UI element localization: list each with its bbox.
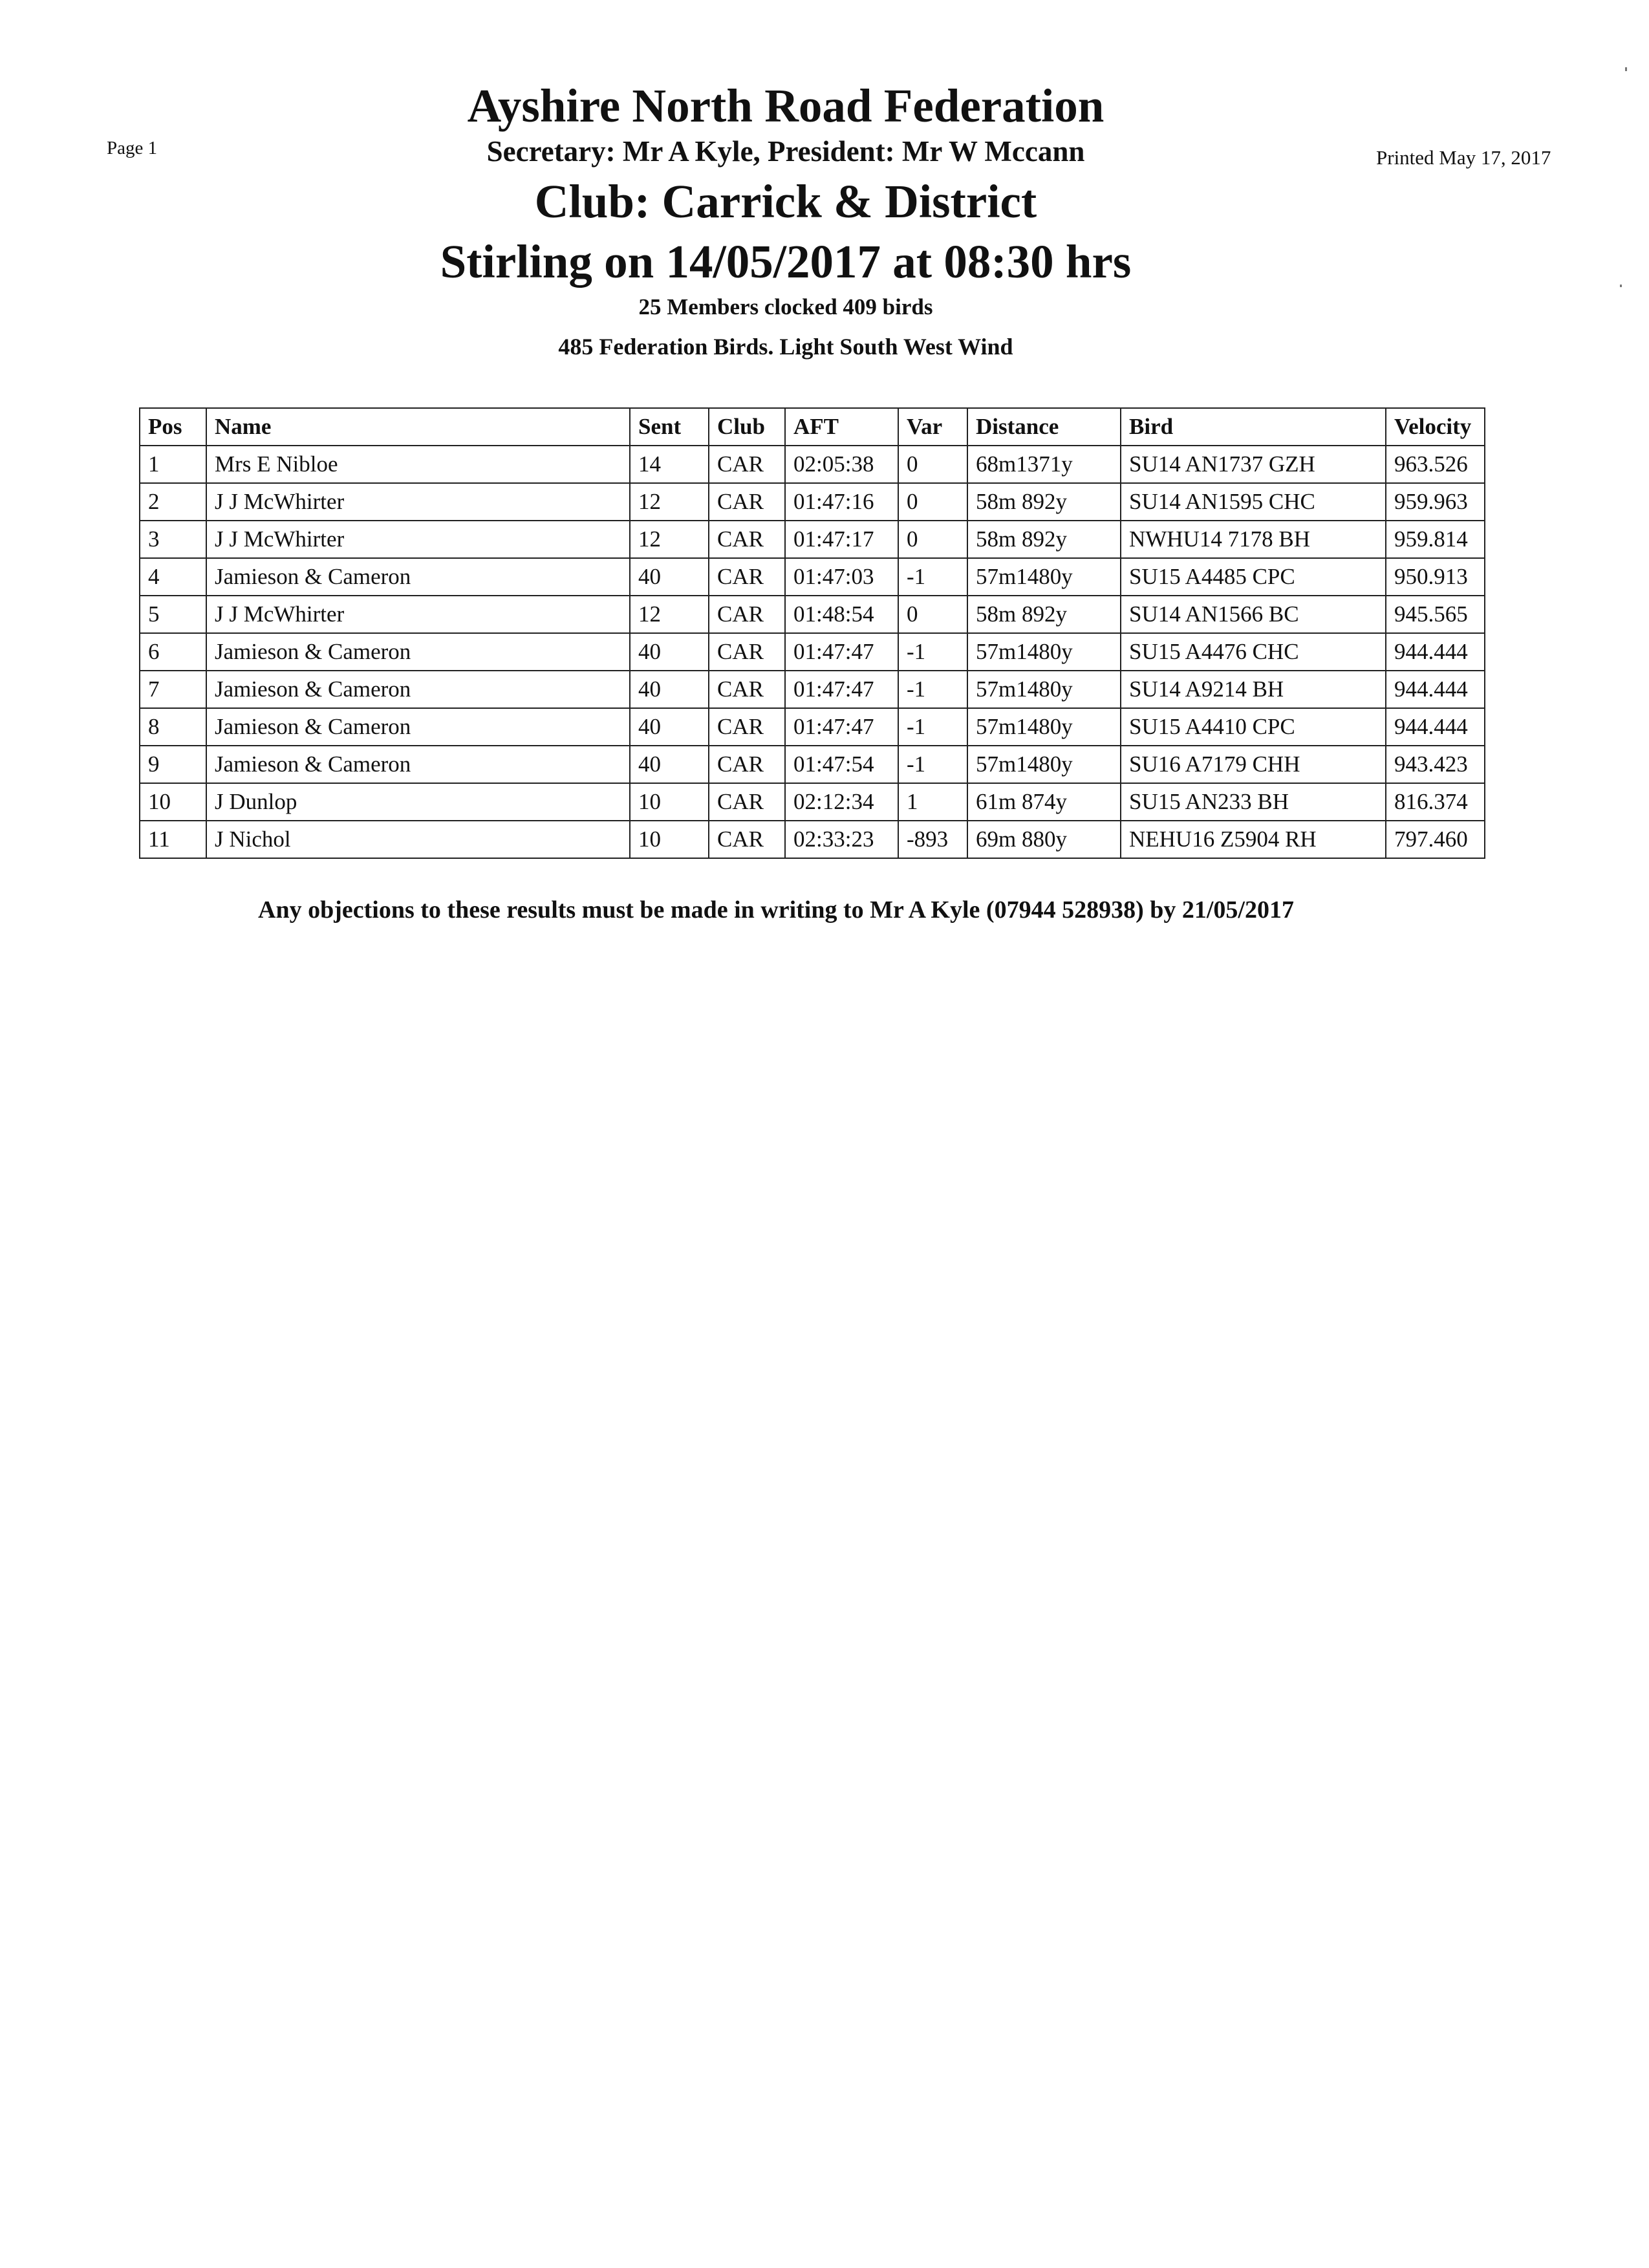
cell-var: 0 bbox=[898, 521, 967, 558]
printed-date: Printed May 17, 2017 bbox=[1376, 146, 1551, 169]
cell-bird: SU14 A9214 BH bbox=[1121, 671, 1386, 708]
cell-var: -1 bbox=[898, 746, 967, 783]
cell-aft: 01:47:47 bbox=[785, 708, 898, 746]
cell-aft: 01:47:54 bbox=[785, 746, 898, 783]
cell-aft: 01:48:54 bbox=[785, 596, 898, 633]
col-header-distance: Distance bbox=[967, 408, 1121, 446]
cell-bird: SU15 A4485 CPC bbox=[1121, 558, 1386, 596]
cell-bird: SU14 AN1737 GZH bbox=[1121, 446, 1386, 483]
cell-club: CAR bbox=[709, 596, 785, 633]
col-header-velocity: Velocity bbox=[1386, 408, 1485, 446]
table-header-row bbox=[140, 408, 1485, 446]
cell-aft: 01:47:47 bbox=[785, 671, 898, 708]
cell-velocity: 797.460 bbox=[1386, 821, 1485, 858]
cell-aft: 01:47:16 bbox=[785, 483, 898, 521]
cell-aft: 02:05:38 bbox=[785, 446, 898, 483]
cell-aft: 02:33:23 bbox=[785, 821, 898, 858]
table-row bbox=[140, 521, 1485, 558]
results-body bbox=[140, 446, 1485, 858]
col-header-club: Club bbox=[709, 408, 785, 446]
table-row bbox=[140, 558, 1485, 596]
cell-sent: 10 bbox=[630, 821, 709, 858]
cell-aft: 01:47:17 bbox=[785, 521, 898, 558]
race-title: Stirling on 14/05/2017 at 08:30 hrs bbox=[440, 235, 1132, 288]
cell-pos: 1 bbox=[140, 446, 206, 483]
cell-distance: 57m1480y bbox=[967, 671, 1121, 708]
cell-aft: 01:47:47 bbox=[785, 633, 898, 671]
cell-club: CAR bbox=[709, 558, 785, 596]
officials-line: Secretary: Mr A Kyle, President: Mr W Mccann bbox=[486, 135, 1085, 167]
cell-pos: 5 bbox=[140, 596, 206, 633]
cell-name: J Dunlop bbox=[206, 783, 630, 821]
cell-sent: 12 bbox=[630, 596, 709, 633]
cell-bird: SU15 AN233 BH bbox=[1121, 783, 1386, 821]
col-header-aft: AFT bbox=[785, 408, 898, 446]
cell-velocity: 945.565 bbox=[1386, 596, 1485, 633]
cell-pos: 4 bbox=[140, 558, 206, 596]
cell-name: Jamieson & Cameron bbox=[206, 671, 630, 708]
cell-name: Jamieson & Cameron bbox=[206, 558, 630, 596]
col-header-name: Name bbox=[206, 408, 630, 446]
table-row bbox=[140, 446, 1485, 483]
table-row bbox=[140, 596, 1485, 633]
cell-bird: NWHU14 7178 BH bbox=[1121, 521, 1386, 558]
cell-club: CAR bbox=[709, 521, 785, 558]
cell-bird: SU14 AN1566 BC bbox=[1121, 596, 1386, 633]
cell-pos: 3 bbox=[140, 521, 206, 558]
cell-var: 1 bbox=[898, 783, 967, 821]
cell-bird: SU16 A7179 CHH bbox=[1121, 746, 1386, 783]
cell-aft: 02:12:34 bbox=[785, 783, 898, 821]
cell-var: -893 bbox=[898, 821, 967, 858]
objections-note: Any objections to these results must be made in writing to Mr A Kyle (07944 528938) by 21/05/2017 bbox=[258, 896, 1294, 923]
cell-velocity: 944.444 bbox=[1386, 708, 1485, 746]
cell-distance: 58m 892y bbox=[967, 483, 1121, 521]
cell-velocity: 963.526 bbox=[1386, 446, 1485, 483]
cell-velocity: 944.444 bbox=[1386, 671, 1485, 708]
cell-var: 0 bbox=[898, 483, 967, 521]
cell-bird: SU14 AN1595 CHC bbox=[1121, 483, 1386, 521]
cell-velocity: 959.814 bbox=[1386, 521, 1485, 558]
cell-pos: 11 bbox=[140, 821, 206, 858]
club-title: Club: Carrick & District bbox=[534, 175, 1037, 228]
cell-bird: SU15 A4410 CPC bbox=[1121, 708, 1386, 746]
cell-pos: 8 bbox=[140, 708, 206, 746]
cell-velocity: 943.423 bbox=[1386, 746, 1485, 783]
cell-club: CAR bbox=[709, 671, 785, 708]
cell-pos: 6 bbox=[140, 633, 206, 671]
scan-speck bbox=[1620, 285, 1622, 287]
col-header-sent: Sent bbox=[630, 408, 709, 446]
col-header-pos: Pos bbox=[140, 408, 206, 446]
cell-pos: 9 bbox=[140, 746, 206, 783]
cell-name: J J McWhirter bbox=[206, 596, 630, 633]
cell-sent: 40 bbox=[630, 746, 709, 783]
cell-name: Jamieson & Cameron bbox=[206, 708, 630, 746]
cell-bird: NEHU16 Z5904 RH bbox=[1121, 821, 1386, 858]
cell-distance: 58m 892y bbox=[967, 521, 1121, 558]
cell-club: CAR bbox=[709, 633, 785, 671]
cell-pos: 7 bbox=[140, 671, 206, 708]
cell-velocity: 959.963 bbox=[1386, 483, 1485, 521]
table-row bbox=[140, 746, 1485, 783]
cell-var: -1 bbox=[898, 558, 967, 596]
results-table bbox=[139, 407, 1485, 859]
cell-name: Jamieson & Cameron bbox=[206, 633, 630, 671]
cell-distance: 58m 892y bbox=[967, 596, 1121, 633]
cell-sent: 40 bbox=[630, 558, 709, 596]
cell-var: -1 bbox=[898, 708, 967, 746]
cell-distance: 61m 874y bbox=[967, 783, 1121, 821]
table-row bbox=[140, 633, 1485, 671]
col-header-bird: Bird bbox=[1121, 408, 1386, 446]
cell-aft: 01:47:03 bbox=[785, 558, 898, 596]
cell-pos: 2 bbox=[140, 483, 206, 521]
cell-distance: 69m 880y bbox=[967, 821, 1121, 858]
cell-club: CAR bbox=[709, 483, 785, 521]
cell-bird: SU15 A4476 CHC bbox=[1121, 633, 1386, 671]
cell-club: CAR bbox=[709, 783, 785, 821]
table-row bbox=[140, 821, 1485, 858]
cell-velocity: 816.374 bbox=[1386, 783, 1485, 821]
cell-sent: 40 bbox=[630, 708, 709, 746]
table-row bbox=[140, 483, 1485, 521]
cell-var: 0 bbox=[898, 596, 967, 633]
federation-title: Ayshire North Road Federation bbox=[467, 80, 1105, 132]
page-label: Page 1 bbox=[107, 138, 158, 158]
cell-distance: 57m1480y bbox=[967, 708, 1121, 746]
cell-sent: 40 bbox=[630, 633, 709, 671]
cell-name: J J McWhirter bbox=[206, 521, 630, 558]
cell-name: Mrs E Nibloe bbox=[206, 446, 630, 483]
cell-distance: 57m1480y bbox=[967, 558, 1121, 596]
col-header-var: Var bbox=[898, 408, 967, 446]
cell-var: -1 bbox=[898, 671, 967, 708]
cell-var: 0 bbox=[898, 446, 967, 483]
cell-name: J J McWhirter bbox=[206, 483, 630, 521]
cell-sent: 12 bbox=[630, 483, 709, 521]
cell-club: CAR bbox=[709, 746, 785, 783]
scan-speck bbox=[1625, 67, 1627, 71]
cell-sent: 12 bbox=[630, 521, 709, 558]
cell-sent: 10 bbox=[630, 783, 709, 821]
cell-distance: 57m1480y bbox=[967, 633, 1121, 671]
cell-distance: 68m1371y bbox=[967, 446, 1121, 483]
cell-sent: 40 bbox=[630, 671, 709, 708]
cell-var: -1 bbox=[898, 633, 967, 671]
table-row bbox=[140, 708, 1485, 746]
cell-sent: 14 bbox=[630, 446, 709, 483]
clocked-info: 25 Members clocked 409 birds bbox=[638, 294, 933, 319]
cell-name: J Nichol bbox=[206, 821, 630, 858]
cell-distance: 57m1480y bbox=[967, 746, 1121, 783]
cell-velocity: 944.444 bbox=[1386, 633, 1485, 671]
conditions-info: 485 Federation Birds. Light South West Wind bbox=[558, 334, 1013, 360]
cell-name: Jamieson & Cameron bbox=[206, 746, 630, 783]
cell-club: CAR bbox=[709, 446, 785, 483]
cell-club: CAR bbox=[709, 708, 785, 746]
table-row bbox=[140, 671, 1485, 708]
cell-velocity: 950.913 bbox=[1386, 558, 1485, 596]
cell-club: CAR bbox=[709, 821, 785, 858]
cell-pos: 10 bbox=[140, 783, 206, 821]
table-row bbox=[140, 783, 1485, 821]
